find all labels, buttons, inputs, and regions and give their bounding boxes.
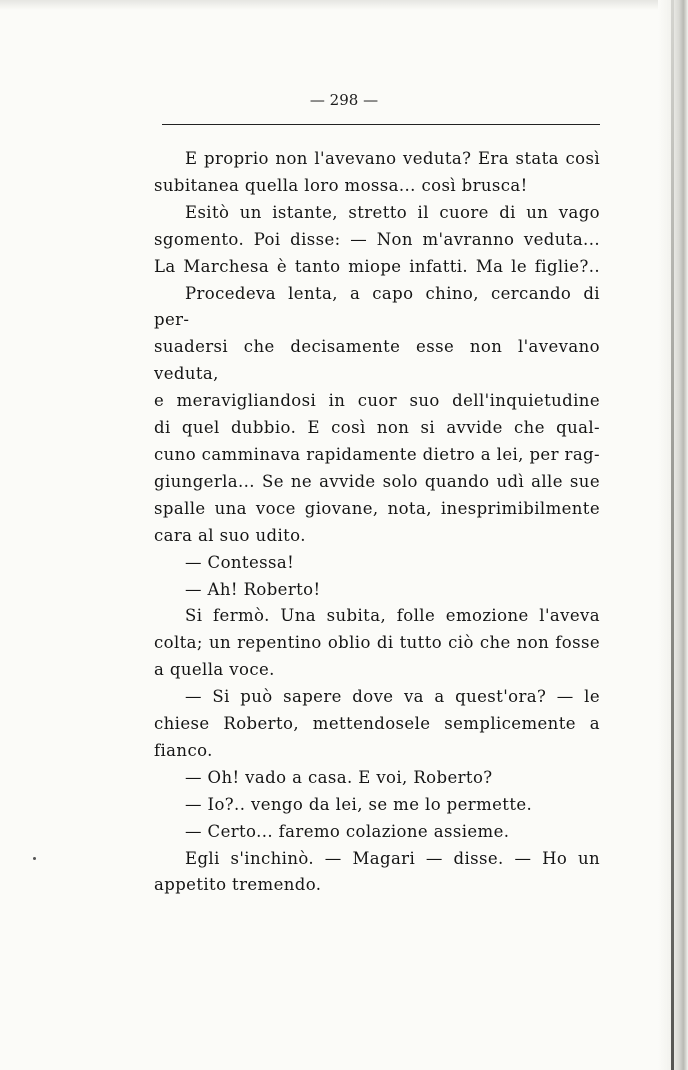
text-line: cuno camminava rapidamente dietro a lei, per rag- bbox=[154, 444, 600, 464]
header-rule bbox=[162, 124, 600, 125]
page-number: — 298 — bbox=[309, 91, 379, 109]
text-line: spalle una voce giovane, nota, inesprimibilmente bbox=[154, 498, 600, 518]
text-line: — Ah! Roberto! bbox=[185, 579, 321, 599]
text-line: — Io?.. vengo da lei, se me lo permette. bbox=[185, 794, 533, 814]
text-line: Procedeva lenta, a capo chino, cercando di per- bbox=[154, 283, 600, 330]
page-edge-line bbox=[671, 0, 674, 1070]
text-line: Egli s'inchinò. — Magari — disse. — Ho un bbox=[185, 848, 600, 868]
text-line: sgomento. Poi disse: — Non m'avranno veduta... bbox=[154, 229, 600, 249]
text-line: La Marchesa è tanto miope infatti. Ma le figlie?.. bbox=[154, 256, 600, 276]
text-line: subitanea quella loro mossa... così brusca! bbox=[154, 175, 528, 195]
text-line: — Si può sapere dove va a quest'ora? — le bbox=[185, 687, 600, 707]
margin-speck bbox=[33, 857, 36, 860]
text-line: suadersi che decisamente esse non l'avevano veduta, bbox=[154, 337, 600, 384]
text-line: fianco. bbox=[154, 740, 213, 760]
text-line: colta; un repentino oblio di tutto ciò che non fosse bbox=[154, 633, 600, 653]
text-line: di quel dubbio. E così non si avvide che qual- bbox=[154, 418, 600, 438]
text-line: e meravigliandosi in cuor suo dell'inquietudine bbox=[154, 391, 600, 411]
text-line: cara al suo udito. bbox=[154, 525, 306, 545]
text-line: a quella voce. bbox=[154, 660, 275, 680]
text-line: — Oh! vado a casa. E voi, Roberto? bbox=[185, 767, 493, 787]
text-line: appetito tremendo. bbox=[154, 875, 322, 895]
text-line: giungerla... Se ne avvide solo quando udì alle sue bbox=[154, 471, 600, 491]
text-line: — Contessa! bbox=[185, 552, 295, 572]
text-line: — Certo... faremo colazione assieme. bbox=[185, 821, 510, 841]
text-line: Si fermò. Una subita, folle emozione l'aveva bbox=[185, 606, 600, 626]
text-line: E proprio non l'avevano veduta? Era stata così bbox=[185, 149, 600, 168]
text-line: Esitò un istante, stretto il cuore di un vago bbox=[185, 202, 600, 222]
page-top-shadow bbox=[0, 0, 688, 10]
text-line: chiese Roberto, mettendosele semplicemente a bbox=[154, 714, 600, 734]
body-text bbox=[154, 146, 600, 899]
